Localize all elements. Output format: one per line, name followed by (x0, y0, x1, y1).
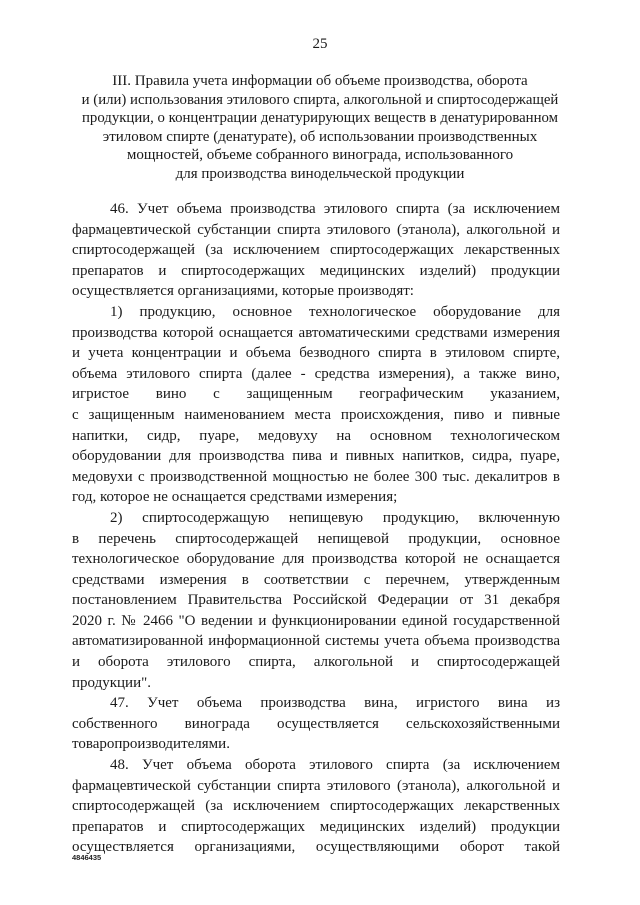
text-line: продукции". (72, 674, 151, 691)
text-line: оборудовании для производства пива и пивных напитков, сидра, пуаре, (72, 448, 560, 465)
paragraph-46-item-2 (72, 508, 560, 693)
text-line: 46. Учет объема производства этилового спирта (за исключением (110, 201, 560, 217)
text-line: собственного винограда осуществляется сельскохозяйственными (72, 715, 560, 732)
text-line: препаратов и спиртосодержащих медицинских изделий) продукции (72, 262, 560, 279)
text-line: и оборота этилового спирта, алкогольной и спиртосодержащей (72, 654, 560, 671)
document-body (72, 199, 560, 858)
text-line: спиртосодержащей (за исключением спиртосодержащих лекарственных (72, 798, 560, 815)
text-line: осуществляется организациями, которые производят: (72, 283, 414, 300)
heading-line: для производства винодельческой продукции (175, 165, 465, 182)
text-line: 1) продукцию, основное технологическое оборудование для (110, 303, 560, 320)
text-line: технологическое оборудование для производства которой не оснащается (72, 551, 560, 568)
text-line: фармацевтической субстанции спирта этилового (этанола), алкогольной и (72, 777, 560, 794)
paragraph-47 (72, 693, 560, 755)
text-line: осуществляется организациями, осуществляющими оборот такой (72, 839, 560, 856)
text-line: 2) спиртосодержащую непищевую продукцию, включенную (110, 509, 560, 526)
text-line: в перечень спиртосодержащей непищевой продукции, основное (72, 530, 560, 547)
text-line: 2020 г. № 2466 "О ведении и функционировании единой государственной (72, 612, 560, 629)
paragraph-48 (72, 755, 560, 858)
heading-line: III. Правила учета информации об объеме производства, оборота (112, 73, 528, 89)
text-line: игристое вино с защищенным географическим указанием, (72, 386, 560, 403)
text-line: 47. Учет объема производства вина, игристого вина из (110, 695, 560, 712)
text-line: 48. Учет объема оборота этилового спирта (за исключением (110, 757, 560, 774)
text-line: год, которое не оснащается средствами измерения; (72, 489, 398, 506)
text-line: средствами измерения в соответствии с перечнем, утвержденным (72, 571, 560, 588)
text-line: товаропроизводителями. (72, 736, 230, 753)
paragraph-46-item-1 (72, 302, 560, 508)
heading-line: продукции, о концентрации денатурирующих веществ в денатурированном (82, 110, 558, 127)
text-line: препаратов и спиртосодержащих медицинских изделий) продукции (72, 818, 560, 835)
text-line: спиртосодержащей (за исключением спиртосодержащих лекарственных (72, 242, 560, 259)
page-number: 25 (312, 36, 328, 52)
text-line: объема этилового спирта (далее - средства измерения), а также вино, (72, 365, 560, 382)
section-heading (80, 72, 560, 184)
text-line: медовухи с производственной мощностью не более 300 тыс. декалитров в (72, 468, 560, 485)
heading-line: этиловом спирте (денатурате), об использовании производственных (102, 128, 538, 145)
text-line: и учета концентрации и объема безводного спирта в этиловом спирте, (72, 345, 560, 362)
document-code: 4846435 (72, 853, 102, 862)
text-line: фармацевтической субстанции спирта этилового (этанола), алкогольной и (72, 221, 560, 238)
text-line: автоматизированной информационной системы учета объема производства (72, 633, 560, 650)
heading-line: и (или) использования этилового спирта, алкогольной и спиртосодержащей (81, 91, 559, 108)
text-line: с защищенным наименованием места происхождения, пиво и пивные (72, 406, 560, 423)
text-line: напитки, сидр, пуаре, медовуху на основном технологическом (72, 427, 560, 444)
text-line: постановлением Правительства Российской Федерации от 31 декабря (72, 592, 560, 609)
text-line: производства которой оснащается автоматическими средствами измерения (72, 324, 560, 341)
paragraph-46 (72, 199, 560, 302)
heading-line: мощностей, объеме собранного винограда, использованного (126, 147, 514, 164)
